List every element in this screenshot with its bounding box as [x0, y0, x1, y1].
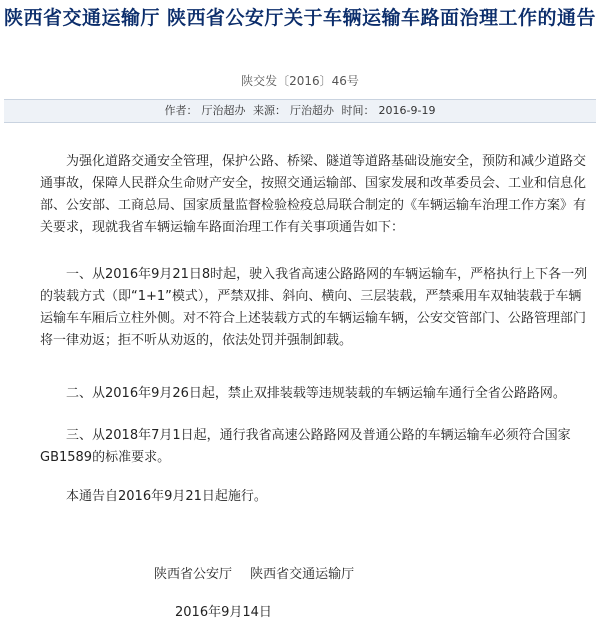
signatories	[154, 565, 354, 585]
paragraph-intro: 为强化道路交通安全管理，保护公路、桥梁、隧道等道路基础设施安全，预防和减少道路交通事故，保障人民群众生命财产安全，按照交通运输部、国家发展和改革委员会、工业和信息化部、公安部、工商总局、国家质量监督检验检疫总局联合制定的《车辆运输车治理工作方案》有关要求，现就我省车辆运输车路面治理工作有关事项通告如下：	[40, 154, 587, 235]
paragraph-item-2: 二、从2016年9月26日起，禁止双排装载等违规装载的车辆运输车通行全省公路路网。	[66, 386, 566, 401]
signatory-public-security: 陕西省公安厅	[154, 567, 233, 582]
issue-date: 2016年9月14日	[175, 605, 272, 620]
paragraph-effective: 本通告自2016年9月21日起施行。	[66, 489, 267, 504]
source-value: 厅治超办	[290, 104, 335, 117]
time-value: 2016-9-19	[378, 104, 436, 117]
page-title: 陕西省交通运输厅 陕西省公安厅关于车辆运输车路面治理工作的通告	[3, 7, 597, 29]
paragraph-item-3: 三、从2018年7月1日起，通行我省高速公路路网及普通公路的车辆运输车必须符合国家GB1589的标准要求。	[40, 428, 571, 465]
source-label: 来源：	[253, 104, 287, 117]
author-value: 厅治超办	[201, 104, 246, 117]
author-label: 作者：	[164, 104, 198, 117]
signatory-transport: 陕西省交通运输厅	[250, 567, 355, 582]
document-number: 陕交发〔2016〕46号	[241, 74, 359, 88]
time-label: 时间：	[341, 104, 375, 117]
paragraph-item-1: 一、从2016年9月21日8时起，驶入我省高速公路路网的车辆运输车，严格执行上下各一列的装载方式（即“1+1”模式），严禁双排、斜向、横向、三层装载，严禁乘用车双轴装载于车辆运输车车厢后立柱外侧。对不符合上述装载方式的车辆运输车辆，公安交管部门、公路管理部门将一律劝返；拒不听从劝返的，依法处罚并强制卸载。	[40, 267, 588, 348]
article-meta-bar	[4, 99, 596, 123]
